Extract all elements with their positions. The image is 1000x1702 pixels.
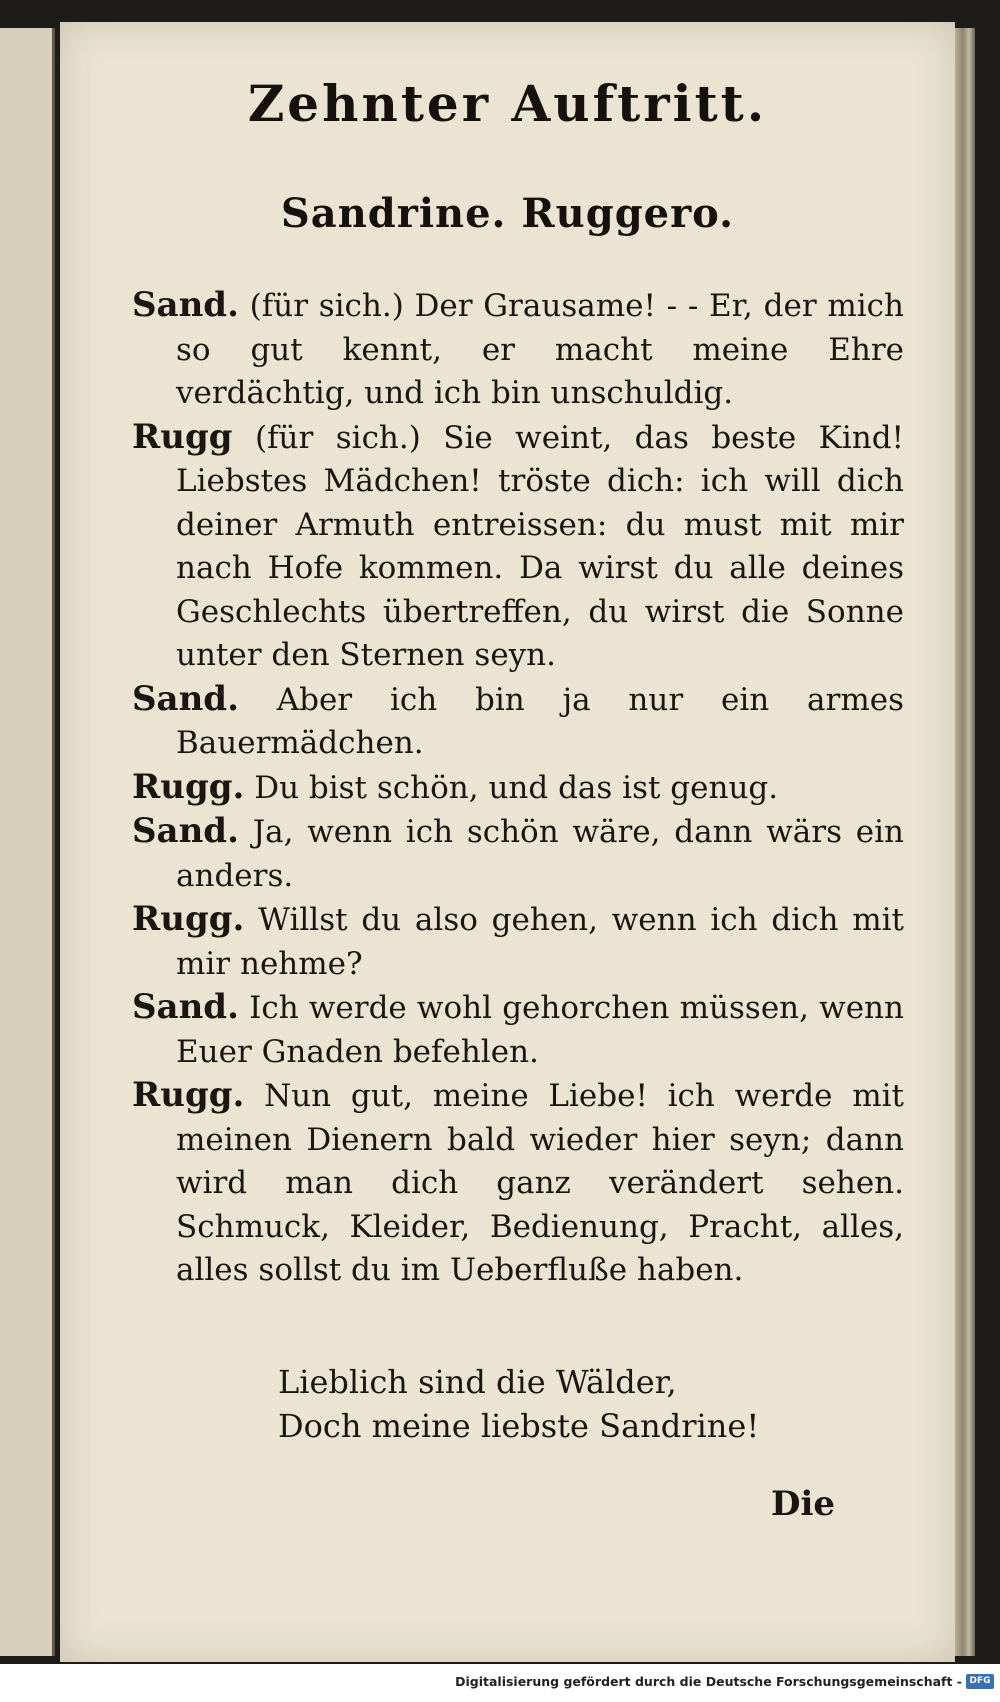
song-verse	[278, 1360, 759, 1448]
left-page-edge	[0, 28, 55, 1656]
speaker-name: Rugg	[132, 416, 233, 457]
catchword: Die	[770, 1484, 835, 1524]
speech-text: Ja, wenn ich schön wäre, dann wärs ein anders.	[176, 814, 905, 894]
speech-text: Du bist schön, und das ist genug.	[254, 769, 779, 806]
speaker-name: Sand.	[132, 811, 239, 851]
speech-line	[132, 1074, 904, 1293]
speech-line	[132, 416, 904, 678]
digitization-footer	[0, 1664, 1000, 1702]
funding-credit: Digitalisierung gefördert durch die Deutsche Forschungsgemeinschaft -	[455, 1674, 962, 1689]
page-stack-edge	[955, 28, 975, 1656]
speech-text: Nun gut, meine Liebe! ich werde mit meinen Dienern bald wieder hier seyn; dann wird man dich ganz verändert sehen. Schmuck, Kleider, Bedienung, Pracht, alles, alles sollst du im Ueberfluße haben.	[176, 1078, 904, 1288]
dfg-logo-icon: DFG	[966, 1674, 994, 1689]
speech-text: (für sich.) Der Grausame! - - Er, der mich so gut kennt, er macht meine Ehre verdächtig, und ich bin unschuldig.	[176, 288, 904, 411]
song-line: Lieblich sind die Wälder,	[278, 1363, 677, 1401]
speech-text: (für sich.) Sie weint, das beste Kind! Liebstes Mädchen! tröste dich: ich will dich deiner Armuth entreissen: du must mit mir nach Hofe kommen. Da wirst du alle deines Geschlechts übertreffen, du wirst die Sonne unter den Sternen seyn.	[176, 419, 905, 673]
speaker-name: Rugg.	[132, 1075, 245, 1115]
speech-line	[132, 766, 904, 811]
scene-title: Zehnter Auftritt.	[247, 74, 768, 133]
speech-text: Ich werde wohl gehorchen müssen, wenn Euer Gnaden befehlen.	[176, 990, 904, 1070]
speech-line	[132, 986, 904, 1074]
speaker-name: Rugg.	[132, 766, 245, 807]
dialogue-block	[132, 284, 904, 1293]
scene-characters: Sandrine. Ruggero.	[280, 190, 735, 237]
speech-line	[132, 810, 904, 898]
speech-text: Aber ich bin ja nur ein armes Bauermädchen.	[176, 681, 904, 761]
speaker-name: Sand.	[132, 678, 239, 719]
speech-line	[132, 284, 904, 416]
song-line: Doch meine liebste Sandrine!	[278, 1407, 760, 1445]
book-page	[60, 22, 955, 1662]
speech-line	[132, 898, 904, 986]
speech-text: Willst du also gehen, wenn ich dich mit mir nehme?	[176, 902, 904, 982]
speaker-name: Rugg.	[132, 899, 245, 939]
speaker-name: Sand.	[132, 987, 239, 1027]
speech-line	[132, 678, 904, 766]
speaker-name: Sand.	[132, 285, 239, 325]
